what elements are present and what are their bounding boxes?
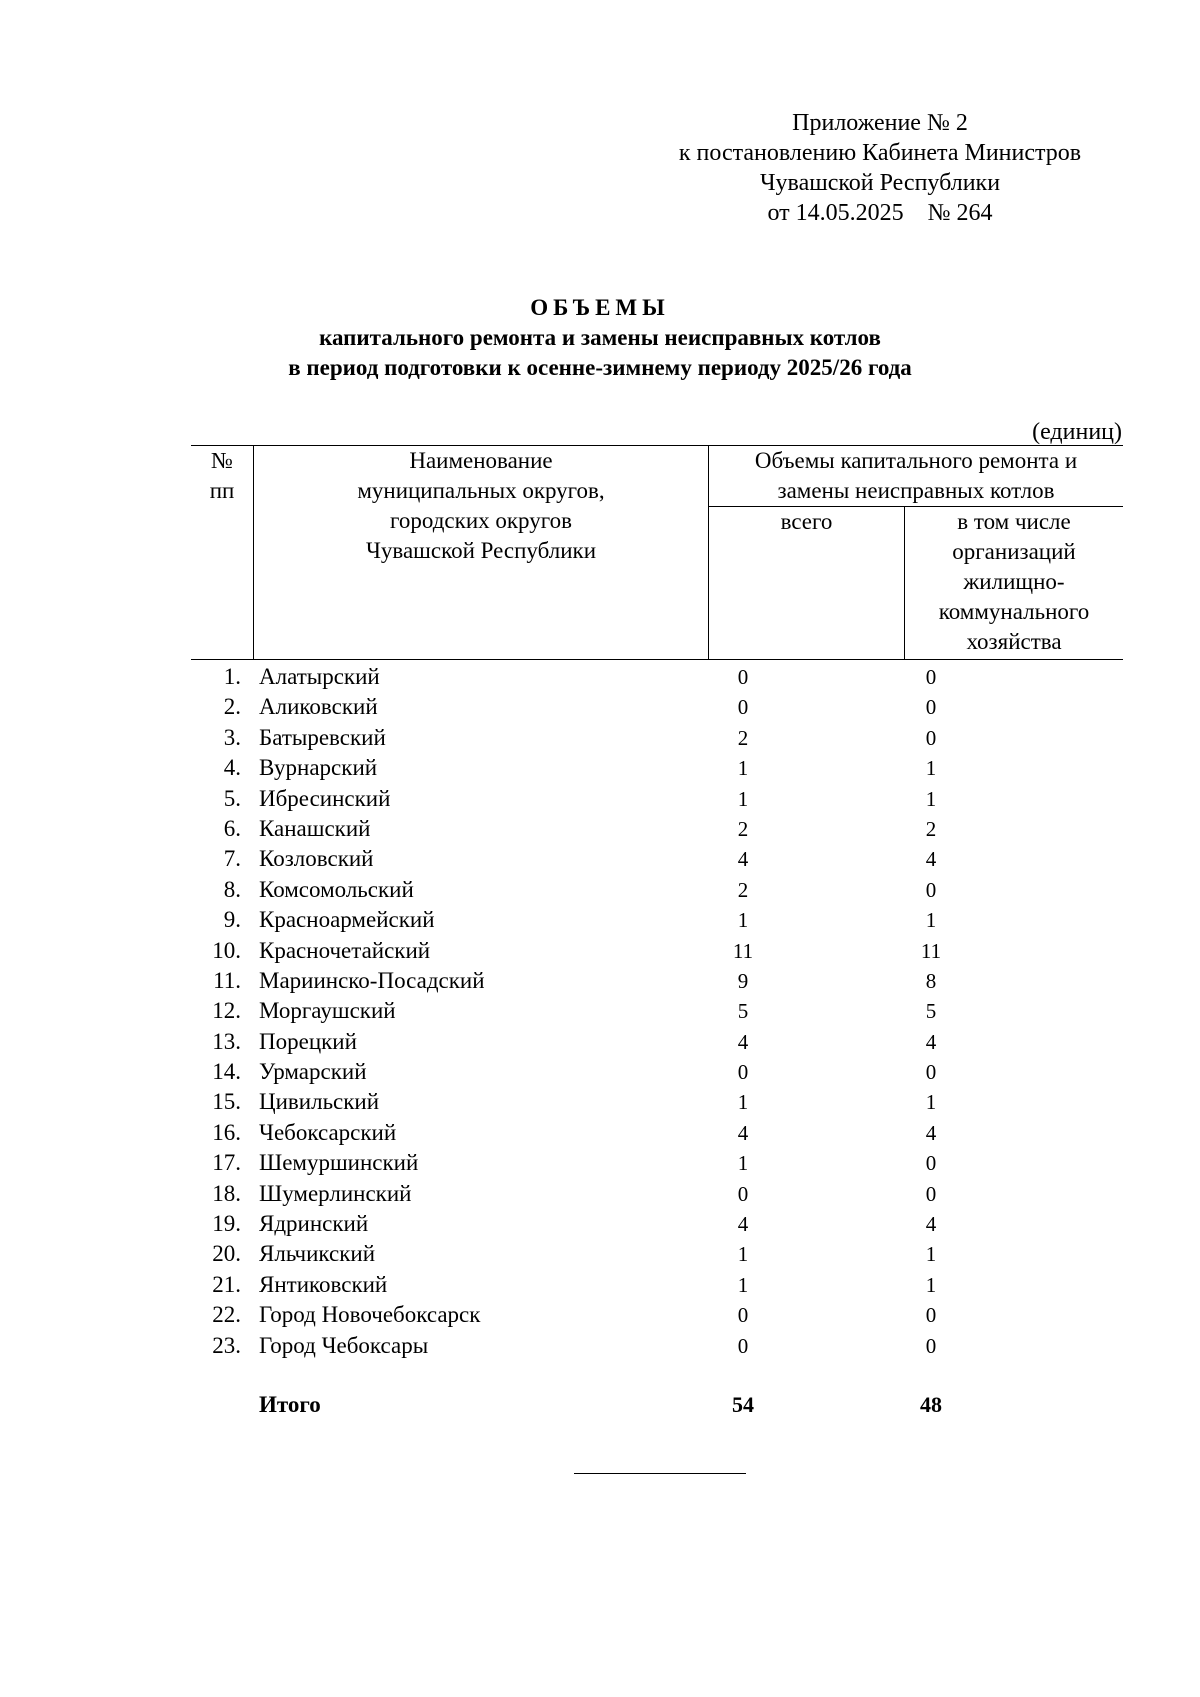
title-main: ОБЪЕМЫ — [530, 295, 670, 320]
row-zhkh: 4 — [925, 847, 937, 872]
header-group-cell — [709, 446, 1124, 507]
total-zhkh-value: 48 — [920, 1392, 942, 1417]
row-number: 12. — [212, 998, 241, 1024]
row-number: 20. — [212, 1241, 241, 1267]
table-total-row — [191, 1390, 1123, 1420]
row-zhkh: 0 — [925, 1151, 937, 1176]
row-name: Мариинско-Посадский — [259, 967, 485, 993]
appendix-line-3: Чувашской Республики — [759, 170, 1001, 196]
row-zhkh: 1 — [925, 908, 937, 933]
row-zhkh: 0 — [925, 1333, 937, 1358]
row-number: 5. — [223, 785, 241, 811]
table-row — [191, 936, 1123, 966]
row-number: 2. — [223, 694, 241, 720]
row-name: Канашский — [259, 815, 371, 841]
row-total: 0 — [737, 1303, 749, 1328]
row-zhkh: 1 — [925, 786, 937, 811]
header-name-3: городских округов — [390, 508, 572, 533]
row-name: Янтиковский — [259, 1271, 388, 1297]
row-name: Красноармейский — [259, 907, 435, 933]
row-total: 2 — [737, 725, 749, 750]
row-zhkh: 1 — [925, 1272, 937, 1297]
row-name: Алатырский — [259, 664, 380, 689]
row-zhkh: 2 — [925, 816, 937, 841]
title-line-3: в период подготовки к осенне-зимнему периоду 2025/26 года — [288, 355, 912, 380]
row-total: 4 — [737, 1212, 749, 1237]
row-name: Ядринский — [259, 1211, 369, 1237]
row-number: 7. — [223, 846, 241, 872]
header-num-cell — [191, 446, 254, 660]
header-total: всего — [780, 509, 833, 534]
table-row — [191, 1270, 1123, 1300]
row-zhkh: 4 — [925, 1212, 937, 1237]
row-total: 4 — [737, 1029, 749, 1054]
total-value: 54 — [732, 1392, 754, 1417]
header-num-2: пп — [209, 478, 235, 503]
document-title — [60, 293, 1140, 383]
row-zhkh: 1 — [925, 1090, 937, 1115]
row-name: Порецкий — [259, 1028, 357, 1054]
row-number: 16. — [212, 1119, 241, 1145]
table-row — [191, 662, 1123, 692]
row-total: 9 — [737, 968, 749, 993]
row-number: 3. — [223, 724, 241, 750]
row-total: 1 — [737, 1242, 749, 1267]
row-name: Ибресинский — [259, 785, 391, 811]
table-row — [191, 875, 1123, 905]
row-total: 0 — [737, 1060, 749, 1085]
row-total: 1 — [737, 756, 749, 781]
row-zhkh: 5 — [925, 999, 937, 1024]
header-name-2: муниципальных округов, — [357, 478, 605, 503]
table-body — [191, 662, 1123, 1361]
row-number: 22. — [212, 1302, 241, 1328]
table-row — [191, 1148, 1123, 1178]
table-row — [191, 1179, 1123, 1209]
table-row — [191, 844, 1123, 874]
row-number: 17. — [212, 1150, 241, 1176]
row-number: 18. — [212, 1180, 241, 1206]
row-zhkh: 0 — [925, 1303, 937, 1328]
appendix-line-4: от 14.05.2025 № 264 — [767, 200, 993, 226]
table-row — [191, 1057, 1123, 1087]
row-total: 1 — [737, 1090, 749, 1115]
table-row — [191, 1209, 1123, 1239]
row-total: 4 — [737, 1120, 749, 1145]
row-name: Яльчикский — [259, 1241, 376, 1267]
row-number: 6. — [223, 815, 241, 841]
row-zhkh: 0 — [925, 695, 937, 720]
row-number: 15. — [212, 1089, 241, 1115]
table-row — [191, 1300, 1123, 1330]
table-row — [191, 996, 1123, 1026]
header-name-1: Наименование — [409, 448, 553, 473]
row-number: 4. — [223, 755, 241, 781]
header-zhkh-cell — [905, 507, 1124, 660]
header-name-cell — [254, 446, 709, 660]
row-total: 0 — [737, 695, 749, 720]
table-row — [191, 1027, 1123, 1057]
row-name: Город Новочебоксарск — [259, 1302, 481, 1328]
header-name-4: Чувашской Республики — [365, 538, 597, 563]
total-label: Итого — [259, 1392, 321, 1417]
row-name: Аликовский — [259, 694, 378, 720]
row-number: 19. — [212, 1211, 241, 1237]
unit-label: (единиц) — [1032, 419, 1122, 445]
table-row — [191, 814, 1123, 844]
row-total: 1 — [737, 786, 749, 811]
row-number: 11. — [213, 967, 241, 993]
row-total: 2 — [737, 877, 749, 902]
row-zhkh: 0 — [925, 665, 937, 689]
header-sub-4: коммунального — [938, 599, 1090, 624]
row-total: 11 — [732, 938, 754, 963]
table-row — [191, 905, 1123, 935]
row-number: 1. — [223, 664, 241, 689]
row-number: 21. — [212, 1271, 241, 1297]
row-number: 23. — [212, 1332, 241, 1358]
row-zhkh: 0 — [925, 725, 937, 750]
row-total: 0 — [737, 1333, 749, 1358]
appendix-header — [640, 108, 1120, 228]
header-group-2: замены неисправных котлов — [777, 478, 1055, 503]
row-zhkh: 0 — [925, 1060, 937, 1085]
header-group-1: Объемы капитального ремонта и — [754, 448, 1078, 473]
header-sub-3: жилищно- — [963, 569, 1065, 594]
table-header — [191, 445, 1123, 660]
appendix-line-1: Приложение № 2 — [792, 110, 968, 136]
row-zhkh: 0 — [925, 877, 937, 902]
row-total: 5 — [737, 999, 749, 1024]
row-zhkh: 4 — [925, 1029, 937, 1054]
row-total: 0 — [737, 1181, 749, 1206]
row-number: 13. — [212, 1028, 241, 1054]
row-name: Батыревский — [259, 724, 386, 750]
table-row — [191, 1331, 1123, 1361]
row-number: 10. — [212, 937, 241, 963]
row-total: 1 — [737, 1151, 749, 1176]
row-name: Чебоксарский — [259, 1119, 397, 1145]
row-name: Шумерлинский — [259, 1180, 412, 1206]
row-number: 9. — [223, 907, 241, 933]
header-total-cell — [709, 507, 905, 660]
row-name: Моргаушский — [259, 998, 396, 1024]
row-total: 0 — [737, 665, 749, 689]
row-name: Шемуршинский — [259, 1150, 419, 1176]
table-row — [191, 723, 1123, 753]
header-num-1: № — [211, 448, 233, 473]
row-name: Комсомольский — [259, 876, 414, 902]
row-name: Урмарский — [259, 1059, 367, 1085]
row-zhkh: 1 — [925, 1242, 937, 1267]
table-row — [191, 1239, 1123, 1269]
row-name: Город Чебоксары — [259, 1332, 429, 1358]
row-total: 1 — [737, 908, 749, 933]
row-zhkh: 8 — [925, 968, 937, 993]
row-total: 2 — [737, 816, 749, 841]
row-name: Цивильский — [259, 1089, 380, 1115]
row-number: 8. — [223, 876, 241, 902]
row-total: 4 — [737, 847, 749, 872]
row-name: Красночетайский — [259, 937, 431, 963]
row-total: 1 — [737, 1272, 749, 1297]
row-name: Козловский — [259, 846, 374, 872]
table-row — [191, 784, 1123, 814]
row-zhkh: 0 — [925, 1181, 937, 1206]
row-zhkh: 1 — [925, 756, 937, 781]
table-row — [191, 692, 1123, 722]
header-sub-2: организаций — [952, 539, 1076, 564]
table-row — [191, 966, 1123, 996]
header-sub-1: в том числе — [957, 509, 1071, 534]
title-line-2: капитального ремонта и замены неисправных котлов — [319, 325, 881, 350]
header-sub-5: хозяйства — [966, 629, 1062, 654]
row-zhkh: 4 — [925, 1120, 937, 1145]
footer-rule — [574, 1473, 746, 1474]
table-row — [191, 753, 1123, 783]
table-row — [191, 1118, 1123, 1148]
row-number: 14. — [212, 1059, 241, 1085]
row-name: Вурнарский — [259, 755, 378, 781]
row-zhkh: 11 — [920, 938, 942, 963]
table-row — [191, 1087, 1123, 1117]
appendix-line-2: к постановлению Кабинета Министров — [678, 140, 1082, 166]
